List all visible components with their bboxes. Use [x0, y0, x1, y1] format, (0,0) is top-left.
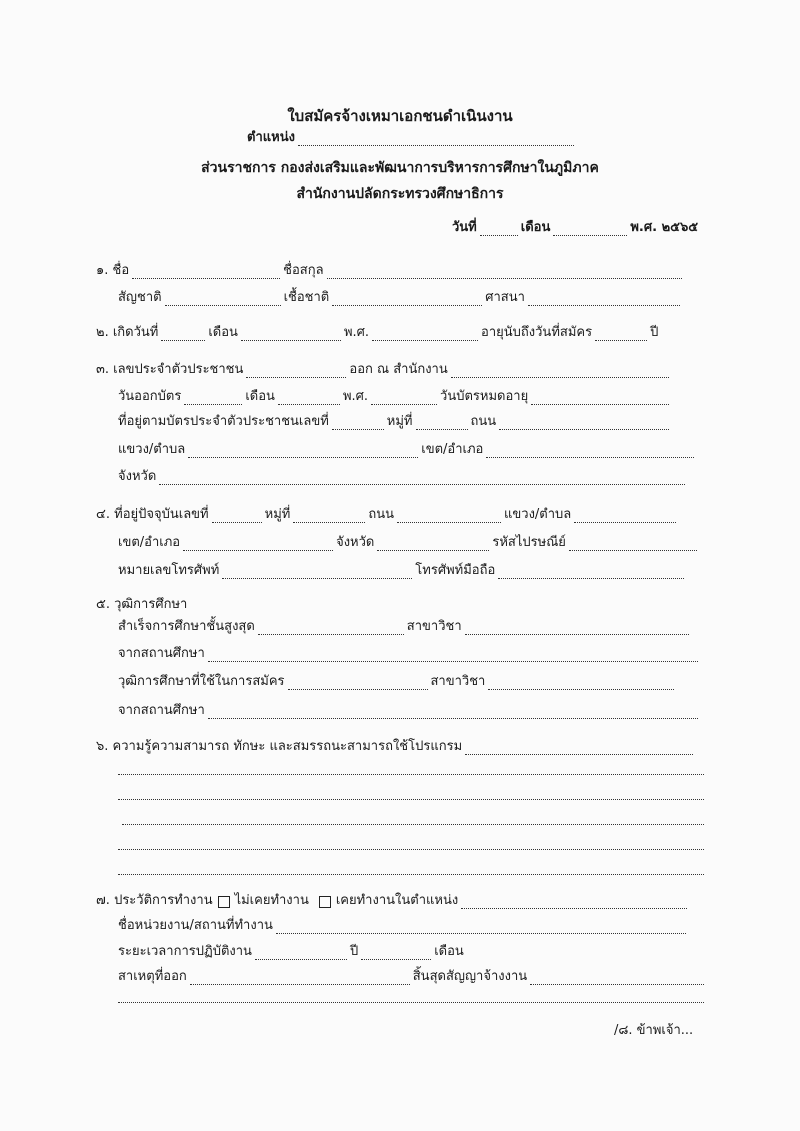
race-label: เชื้อชาติ	[283, 290, 330, 305]
s7-row1	[96, 893, 690, 909]
mobile-label: โทรศัพท์มือถือ	[415, 563, 496, 578]
id-number-field[interactable]	[246, 366, 346, 378]
s1-name-label: ชื่อ	[112, 263, 130, 278]
work-duration-months-field[interactable]	[361, 948, 431, 960]
s5-row4	[118, 703, 701, 719]
contract-end-label: สิ้นสุดสัญญาจ้างงาน	[412, 969, 528, 984]
phone-label: หมายเลขโทรศัพท์	[118, 563, 220, 578]
applied-major-field[interactable]	[488, 678, 674, 690]
highest-school-field[interactable]	[208, 650, 698, 662]
date-month-label: เดือน	[520, 220, 551, 235]
s3-row2	[118, 389, 672, 405]
id-number-label: เลขประจำตัวประชาชน	[113, 362, 244, 377]
s4-row1	[96, 507, 679, 523]
date-row	[452, 220, 698, 236]
s6-title: ความรู้ความสามารถ ทักษะ และสมรรถนะสามารถใช้โปรแกรม	[112, 739, 463, 754]
card-subdistrict-field[interactable]	[188, 446, 418, 458]
birth-month-label: เดือน	[208, 325, 238, 340]
issue-month-field[interactable]	[278, 393, 340, 405]
highest-edu-field[interactable]	[258, 623, 404, 635]
card-subdistrict-label: แขวง/ตำบล	[118, 442, 186, 457]
workplace-field[interactable]	[276, 922, 686, 934]
skills-line-3[interactable]	[122, 823, 704, 825]
age-field[interactable]	[595, 329, 647, 341]
name-field[interactable]	[132, 267, 280, 279]
s1-row2	[118, 290, 683, 306]
position-row	[247, 130, 577, 146]
applied-school-label: จากสถานศึกษา	[118, 703, 205, 718]
highest-edu-label: สำเร็จการศึกษาชั้นสูงสุด	[118, 619, 255, 634]
s1-row1	[96, 263, 685, 279]
s5-row3	[118, 674, 677, 690]
position-label: ตำแหน่ง	[247, 130, 295, 145]
date-day-label: วันที่	[452, 220, 477, 235]
leave-reason-field[interactable]	[190, 973, 410, 985]
s7-row4	[118, 969, 707, 985]
card-moo-label: หมู่ที่	[386, 414, 413, 429]
current-district-field[interactable]	[183, 539, 333, 551]
leave-reason-line-2[interactable]	[118, 1001, 704, 1003]
worked-checkbox[interactable]	[319, 896, 331, 908]
current-road-field[interactable]	[397, 511, 501, 523]
expiry-field[interactable]	[531, 393, 669, 405]
office-line: สำนักงานปลัดกระทรวงศึกษาธิการ	[296, 186, 504, 202]
s7-number: ๗.	[96, 893, 110, 908]
phone-field[interactable]	[222, 567, 412, 579]
position-field[interactable]	[298, 134, 574, 146]
s4-row3	[118, 563, 687, 579]
s3-row5	[118, 469, 688, 485]
highest-school-label: จากสถานศึกษา	[118, 646, 205, 661]
s5-row1	[118, 619, 692, 635]
surname-field[interactable]	[327, 267, 682, 279]
contract-end-field[interactable]	[530, 973, 704, 985]
continue-note: /๘. ข้าพเจ้า...	[614, 1023, 694, 1038]
s2-number: ๒.	[96, 325, 109, 340]
nationality-label: สัญชาติ	[118, 290, 162, 305]
s1-number: ๑.	[96, 263, 109, 278]
leave-reason-label: สาเหตุที่ออก	[118, 969, 187, 984]
date-day-field[interactable]	[480, 224, 518, 236]
expiry-label: วันบัตรหมดอายุ	[440, 389, 529, 404]
religion-label: ศาสนา	[485, 290, 525, 305]
s7-row2	[118, 918, 689, 934]
issued-at-label: ออก ณ สำนักงาน	[349, 362, 448, 377]
birth-year-label: พ.ศ.	[343, 325, 370, 340]
work-duration-month-unit: เดือน	[434, 944, 464, 959]
work-duration-year-unit: ปี	[349, 944, 359, 959]
s6-number: ๖.	[96, 739, 109, 754]
age-label: อายุนับถึงวันที่สมัคร	[481, 325, 593, 340]
date-month-field[interactable]	[553, 224, 627, 236]
applied-edu-label: วุฒิการศึกษาที่ใช้ในการสมัคร	[118, 674, 285, 689]
card-district-label: เขต/อำเภอ	[421, 442, 484, 457]
s6-row	[96, 739, 696, 755]
agency-line: ส่วนราชการ กองส่งเสริมและพัฒนาการบริหารการศึกษาในภูมิภาค	[201, 160, 599, 176]
issue-date-label: วันออกบัตร	[118, 389, 182, 404]
current-no-field[interactable]	[212, 511, 262, 523]
postal-code-label: รหัสไปรษณีย์	[492, 535, 566, 550]
skills-field[interactable]	[465, 743, 693, 755]
worked-position-field[interactable]	[461, 897, 687, 909]
s5-row2	[118, 646, 701, 662]
skills-line-5[interactable]	[118, 873, 704, 875]
current-province-label: จังหวัด	[336, 535, 375, 550]
birth-year-field[interactable]	[372, 329, 478, 341]
s3-number: ๓.	[96, 362, 110, 377]
nationality-field[interactable]	[165, 294, 281, 306]
date-year-label: พ.ศ. ๒๕๖๕	[630, 220, 699, 235]
s4-row2	[118, 535, 700, 551]
s5-title-row	[96, 597, 187, 613]
issued-at-field[interactable]	[451, 366, 669, 378]
card-province-label: จังหวัด	[118, 469, 157, 484]
card-district-field[interactable]	[486, 446, 694, 458]
current-no-label: ที่อยู่ปัจจุบันเลขที่	[114, 507, 209, 522]
religion-field[interactable]	[528, 294, 680, 306]
race-field[interactable]	[332, 294, 482, 306]
age-unit: ปี	[650, 325, 659, 340]
work-duration-label: ระยะเวลาการปฏิบัติงาน	[118, 944, 252, 959]
workplace-label: ชื่อหน่วยงาน/สถานที่ทำงาน	[118, 918, 273, 933]
s3-row1	[96, 362, 672, 378]
card-address-no-label: ที่อยู่ตามบัตรประจำตัวประชาชนเลขที่	[118, 414, 329, 429]
work-duration-years-field[interactable]	[255, 948, 347, 960]
issue-year-label: พ.ศ.	[342, 389, 369, 404]
s5-title: วุฒิการศึกษา	[114, 597, 188, 612]
current-road-label: ถนน	[368, 507, 394, 522]
current-subdistrict-field[interactable]	[574, 511, 676, 523]
postal-code-field[interactable]	[569, 539, 697, 551]
issue-month-label: เดือน	[245, 389, 275, 404]
highest-major-field[interactable]	[465, 623, 689, 635]
current-province-field[interactable]	[377, 539, 489, 551]
current-subdistrict-label: แขวง/ตำบล	[504, 507, 572, 522]
s4-number: ๔.	[96, 507, 110, 522]
applied-school-field[interactable]	[208, 707, 698, 719]
current-moo-field[interactable]	[293, 511, 365, 523]
mobile-field[interactable]	[498, 567, 684, 579]
applied-edu-field[interactable]	[288, 678, 428, 690]
s5-number: ๕.	[96, 597, 110, 612]
birth-day-label: เกิดวันที่	[112, 325, 159, 340]
card-moo-field[interactable]	[416, 418, 468, 430]
never-worked-label: ไม่เคยทำงาน	[234, 893, 309, 908]
work-history-label: ประวัติการทำงาน	[114, 893, 213, 908]
issue-year-field[interactable]	[371, 393, 437, 405]
card-province-field[interactable]	[159, 473, 685, 485]
skills-line-4[interactable]	[118, 848, 704, 850]
card-road-label: ถนน	[470, 414, 497, 429]
birth-day-field[interactable]	[161, 329, 205, 341]
s2-row	[96, 325, 658, 341]
form-title: ใบสมัครจ้างเหมาเอกชนดำเนินงาน	[287, 107, 513, 125]
s7-row3	[118, 944, 464, 960]
highest-major-label: สาขาวิชา	[406, 619, 462, 634]
card-road-field[interactable]	[499, 418, 669, 430]
applied-major-label: สาขาวิชา	[430, 674, 486, 689]
current-district-label: เขต/อำเภอ	[118, 535, 181, 550]
s3-row4	[118, 442, 697, 458]
s3-row3	[118, 414, 672, 430]
worked-position-label: เคยทำงานในตำแหน่ง	[335, 893, 459, 908]
s1-surname-label: ชื่อสกุล	[283, 263, 324, 278]
current-moo-label: หมู่ที่	[264, 507, 291, 522]
skills-line-1[interactable]	[118, 773, 704, 775]
never-worked-checkbox[interactable]	[218, 896, 230, 908]
issue-day-field[interactable]	[184, 393, 242, 405]
card-address-no-field[interactable]	[332, 418, 384, 430]
birth-month-field[interactable]	[241, 329, 341, 341]
skills-line-2[interactable]	[118, 798, 704, 800]
